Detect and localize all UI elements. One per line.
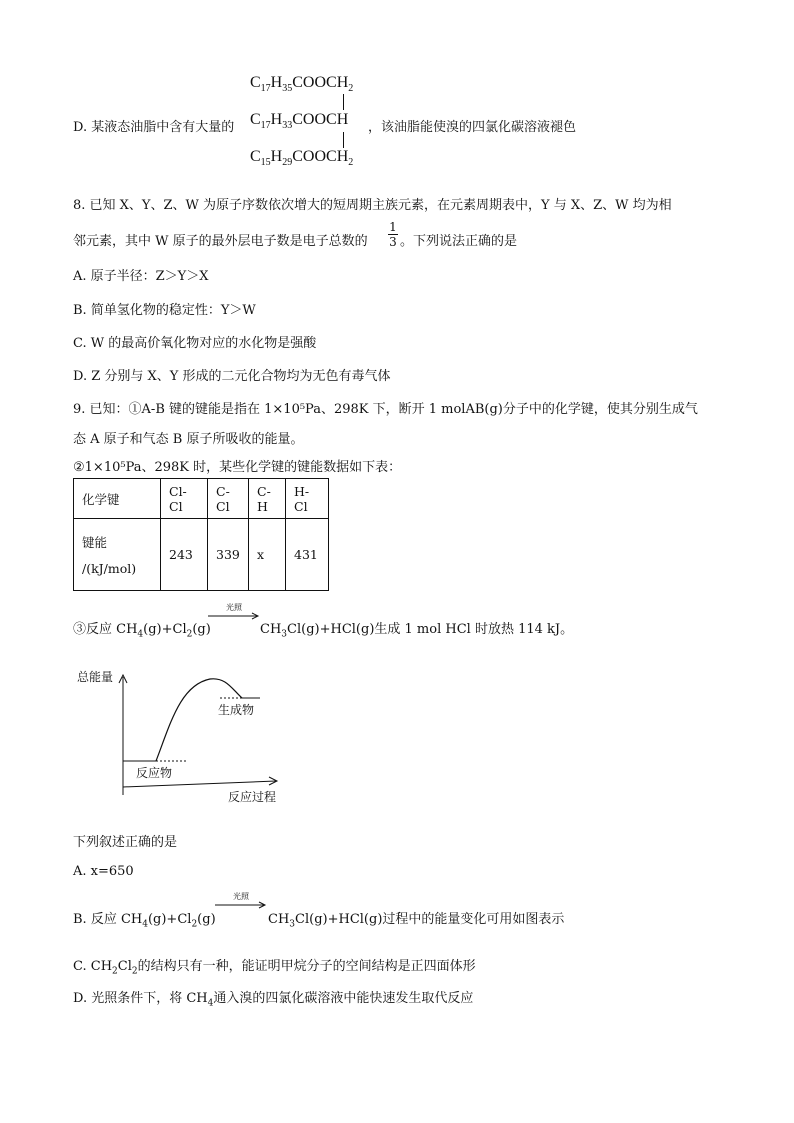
q7-option-d-text-before: D. 某液态油脂中含有大量的 xyxy=(73,120,235,135)
q7-option-d-text-after: ，该油脂能使溴的四氯化碳溶液褪色 xyxy=(368,120,577,135)
table-cell: 431 xyxy=(286,519,329,591)
table-cell: x xyxy=(249,519,286,591)
reactant-label: 反应物 xyxy=(136,766,173,780)
triglyceride-middle-line: $C_{17}H_{33}COOCH$ xyxy=(250,111,349,132)
row-label-line1: 键能 xyxy=(82,535,108,550)
triglyceride-bottom-line: $C_{15}H_{29}COOCH_2$ xyxy=(250,148,354,169)
table-header-cell: C-Cl xyxy=(208,479,249,519)
q8-option-b: B. 简单氢化物的稳定性：Y＞W xyxy=(73,303,256,318)
q9-reaction-rhs: $CH_3Cl(g)+HCl(g)$生成 1 mol HCl 时放热 114 kJ。 xyxy=(260,622,574,640)
table-row xyxy=(74,519,329,591)
q8-stem-line2b: 。下列说法正确的是 xyxy=(400,234,518,249)
arrow-icon xyxy=(215,901,267,909)
q9-option-b-lhs: B. 反应 $CH_4(g)+Cl_2(g)$ xyxy=(73,912,216,930)
energy-curve xyxy=(156,679,242,761)
bond-line-upper xyxy=(343,94,344,110)
table-header-cell: 化学键 xyxy=(74,479,161,519)
fraction xyxy=(388,220,398,249)
option-b-arrow-condition: 光照 xyxy=(233,892,249,901)
fraction-numerator: 1 xyxy=(389,220,397,234)
product-label: 生成物 xyxy=(218,703,255,717)
x-axis xyxy=(123,781,276,787)
q9-option-d: D. 光照条件下，将 $CH_4$通入溴的四氯化碳溶液中能快速发生取代反应 xyxy=(73,991,474,1009)
q9-stem-line2: 态 A 原子和气态 B 原子所吸收的能量。 xyxy=(73,432,304,447)
q9-option-c: C. $CH_2Cl_2$的结构只有一种，能证明甲烷分子的空间结构是正四面体形 xyxy=(73,959,476,977)
reaction-arrow xyxy=(208,604,260,622)
q9-reaction-lhs: ③反应 $CH_4(g)+Cl_2(g)$ xyxy=(73,622,211,640)
q8-option-c: C. W 的最高价氧化物对应的水化物是强酸 xyxy=(73,336,317,351)
arrow-condition: 光照 xyxy=(226,603,242,612)
triglyceride-top-line: $C_{17}H_{35}COOCH_2$ xyxy=(250,74,354,95)
arrow-icon xyxy=(208,612,260,620)
table-header-cell: H-Cl xyxy=(286,479,329,519)
q8-option-d: D. Z 分别与 X、Y 形成的二元化合物均为无色有毒气体 xyxy=(73,369,391,384)
q8-stem-line2a: 邻元素，其中 W 原子的最外层电子数是电子总数的 xyxy=(73,234,368,249)
option-b-arrow xyxy=(215,893,267,911)
q9-question: 下列叙述正确的是 xyxy=(73,835,178,850)
q8-stem-line1: 8. 已知 X、Y、Z、W 为原子序数依次增大的短周期主族元素，在元素周期表中，Y 与 X、Z、W 均为相 xyxy=(73,198,672,213)
fraction-denominator: 3 xyxy=(389,235,397,249)
table-cell: 339 xyxy=(208,519,249,591)
table-header-cell: C-H xyxy=(249,479,286,519)
table-cell: 243 xyxy=(161,519,208,591)
bond-energy-table xyxy=(73,478,329,591)
row-label-line2: /(kJ/mol) xyxy=(82,561,137,576)
q8-option-a: A. 原子半径：Z＞Y＞X xyxy=(73,269,209,284)
q9-stem-line1: 9. 已知：①A-B 键的键能是指在 1×10⁵Pa、298K 下，断开 1 molAB(g)分子中的化学键，使其分别生成气 xyxy=(73,402,698,417)
bond-line-lower xyxy=(343,132,344,148)
q9-option-a: A. x=650 xyxy=(73,864,134,879)
y-axis-label: 总能量 xyxy=(77,670,114,684)
row-label-cell xyxy=(74,519,161,591)
q9-stem-line3: ②1×10⁵Pa、298K 时，某些化学键的键能数据如下表： xyxy=(73,460,402,475)
q9-option-b-rhs: $CH_3Cl(g)+HCl(g)$过程中的能量变化可用如图表示 xyxy=(268,912,565,930)
x-axis-label: 反应过程 xyxy=(228,790,277,804)
table-header-row xyxy=(74,479,329,519)
table-header-cell: Cl-Cl xyxy=(161,479,208,519)
